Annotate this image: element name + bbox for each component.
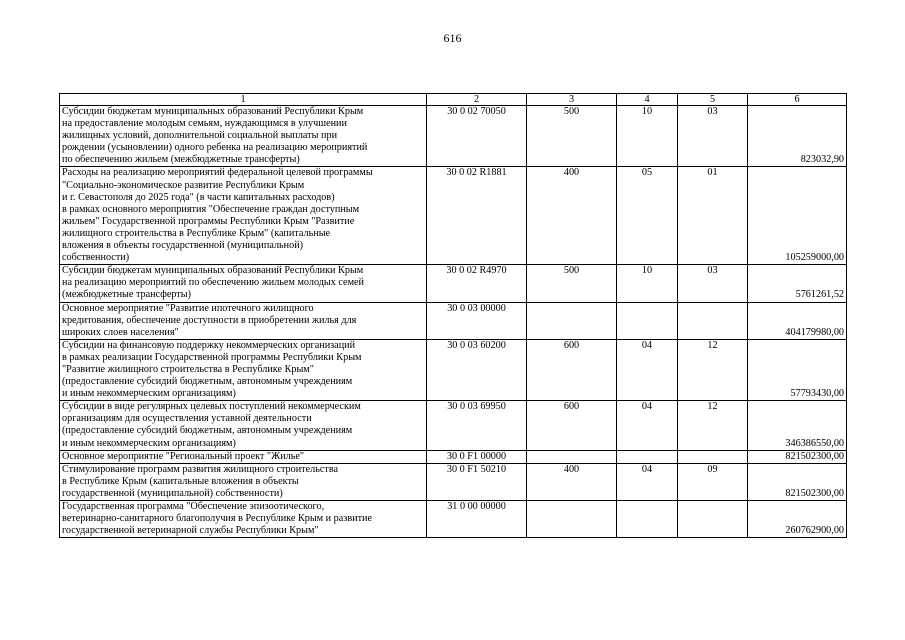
expense-name-cell: [60, 302, 427, 339]
header-cell-4: 4: [617, 94, 678, 106]
subsection-cell: 03: [678, 265, 748, 302]
header-cell-1: 1: [60, 94, 427, 106]
target-article-code-cell: 30 0 02 R1881: [427, 167, 527, 265]
expense-name-cell: [60, 339, 427, 400]
expense-name-cell: [60, 501, 427, 538]
expense-name-cell: [60, 106, 427, 167]
expense-type-cell: 400: [527, 463, 617, 500]
amount-cell: 57793430,00: [748, 339, 847, 400]
expense-name-line: организациям для осуществления уставной деятельности: [62, 413, 312, 425]
expense-name-line: Основное мероприятие "Региональный проект "Жилье": [62, 450, 305, 462]
expense-name-line: Субсидии бюджетам муниципальных образований Республики Крым: [62, 106, 364, 117]
subsection-cell: 03: [678, 106, 748, 167]
expense-name-line: широких слоев населения": [62, 326, 179, 338]
expense-name-line: на предоставление молодым семьям, нуждающимся в улучшении: [62, 118, 347, 130]
section-cell: [617, 302, 678, 339]
table-row: [60, 106, 847, 167]
expense-name-line: Субсидии бюджетам муниципальных образований Республики Крым: [62, 265, 364, 277]
table-row: [60, 339, 847, 400]
target-article-code-cell: 30 0 F1 00000: [427, 450, 527, 463]
expense-name-line: и иным некоммерческим организациям): [62, 388, 236, 400]
header-cell-5: 5: [678, 94, 748, 106]
section-cell: [617, 501, 678, 538]
expense-name-line: Основное мероприятие "Развитие ипотечного жилищного: [62, 302, 314, 314]
expense-name-line: ветеринарно-санитарного благополучия в Республике Крым и развитие: [62, 513, 373, 525]
expense-type-cell: [527, 501, 617, 538]
expense-name-line: жилищного строительства в Республике Крым" (капитальные: [62, 227, 331, 239]
expense-name-line: собственности): [62, 252, 130, 264]
page-number: 616: [443, 31, 462, 45]
header-cell-6: 6: [748, 94, 847, 106]
expense-name-line: Субсидии на финансовую поддержку некоммерческих организаций: [62, 339, 356, 351]
expense-name-line: (предоставление субсидий бюджетным, автономным учреждениям: [62, 425, 353, 437]
expense-name-line: и г. Севастополя до 2025 года" (в части капитальных расходов): [62, 191, 335, 203]
target-article-code-cell: 30 0 03 00000: [427, 302, 527, 339]
table-header-row: [60, 94, 847, 106]
section-cell: 04: [617, 463, 678, 500]
amount-cell: 5761261,52: [748, 265, 847, 302]
expense-name-line: Стимулирование программ развития жилищного строительства: [62, 463, 339, 475]
expense-name-line: Расходы на реализацию мероприятий федеральной целевой программы: [62, 167, 373, 179]
section-cell: 05: [617, 167, 678, 265]
table-row: [60, 463, 847, 500]
expense-name-line: "Развитие жилищного строительства в Республике Крым": [62, 363, 314, 375]
expense-name-line: (межбюджетные трансферты): [62, 289, 192, 301]
expense-name-line: государственной (муниципальной) собственности): [62, 487, 283, 499]
section-cell: 04: [617, 339, 678, 400]
amount-cell: 821502300,00: [748, 450, 847, 463]
expense-type-cell: 400: [527, 167, 617, 265]
expense-name-line: в рамках реализации Государственной программы Республики Крым: [62, 351, 362, 363]
subsection-cell: 01: [678, 167, 748, 265]
target-article-code-cell: 31 0 00 00000: [427, 501, 527, 538]
expense-name-line: жильем" Государственной программы Республики Крым "Развитие: [62, 215, 355, 227]
header-cell-3: 3: [527, 94, 617, 106]
expense-name-line: Субсидии в виде регулярных целевых поступлений некоммерческим: [62, 401, 361, 413]
target-article-code-cell: 30 0 02 70050: [427, 106, 527, 167]
table-row: [60, 167, 847, 265]
table-row: [60, 501, 847, 538]
section-cell: 10: [617, 106, 678, 167]
expense-name-cell: [60, 463, 427, 500]
expense-name-line: рождении (усыновлении) одного ребенка на реализацию мероприятий: [62, 142, 368, 154]
expense-name-cell: [60, 265, 427, 302]
subsection-cell: 09: [678, 463, 748, 500]
table-row: [60, 265, 847, 302]
subsection-cell: [678, 302, 748, 339]
expense-name-line: кредитования, обеспечение доступности в приобретении жилья для: [62, 314, 357, 326]
expense-name-cell: [60, 167, 427, 265]
budget-table: [59, 93, 847, 538]
expense-name-line: на реализацию мероприятий по обеспечению жильем молодых семей: [62, 277, 364, 289]
table-row: [60, 450, 847, 463]
expense-name-line: государственной ветеринарной службы Республики Крым": [62, 525, 319, 537]
subsection-cell: 12: [678, 401, 748, 450]
target-article-code-cell: 30 0 F1 50210: [427, 463, 527, 500]
amount-cell: 823032,90: [748, 106, 847, 167]
expense-name-cell: [60, 450, 427, 463]
amount-cell: 105259000,00: [748, 167, 847, 265]
header-cell-2: 2: [427, 94, 527, 106]
expense-name-line: в Республике Крым (капитальные вложения в объекты: [62, 475, 299, 487]
table-row: [60, 302, 847, 339]
amount-cell: 821502300,00: [748, 463, 847, 500]
section-cell: [617, 450, 678, 463]
expense-name-line: Государственная программа "Обеспечение эпизоотического,: [62, 501, 325, 512]
target-article-code-cell: 30 0 03 69950: [427, 401, 527, 450]
expense-type-cell: 600: [527, 339, 617, 400]
subsection-cell: [678, 450, 748, 463]
amount-cell: 260762900,00: [748, 501, 847, 538]
subsection-cell: 12: [678, 339, 748, 400]
expense-type-cell: [527, 450, 617, 463]
amount-cell: 346386550,00: [748, 401, 847, 450]
section-cell: 04: [617, 401, 678, 450]
expense-type-cell: 500: [527, 265, 617, 302]
target-article-code-cell: 30 0 02 R4970: [427, 265, 527, 302]
subsection-cell: [678, 501, 748, 538]
section-cell: 10: [617, 265, 678, 302]
table-row: [60, 401, 847, 450]
expense-type-cell: [527, 302, 617, 339]
expense-name-cell: [60, 401, 427, 450]
expense-name-line: вложения в объекты государственной (муниципальной): [62, 240, 304, 252]
amount-cell: 404179980,00: [748, 302, 847, 339]
expense-name-line: "Социально-экономическое развитие Республики Крым: [62, 179, 305, 191]
expense-type-cell: 600: [527, 401, 617, 450]
expense-name-line: и иным некоммерческим организациям): [62, 437, 236, 449]
target-article-code-cell: 30 0 03 60200: [427, 339, 527, 400]
expense-name-line: (предоставление субсидий бюджетным, автономным учреждениям: [62, 376, 353, 388]
expense-name-line: по обеспечению жильем (межбюджетные трансферты): [62, 154, 300, 166]
expense-name-line: в рамках основного мероприятия "Обеспечение граждан доступным: [62, 203, 360, 215]
expense-name-line: жилищных условий, дополнительной социальной выплаты при: [62, 130, 338, 142]
expense-type-cell: 500: [527, 106, 617, 167]
